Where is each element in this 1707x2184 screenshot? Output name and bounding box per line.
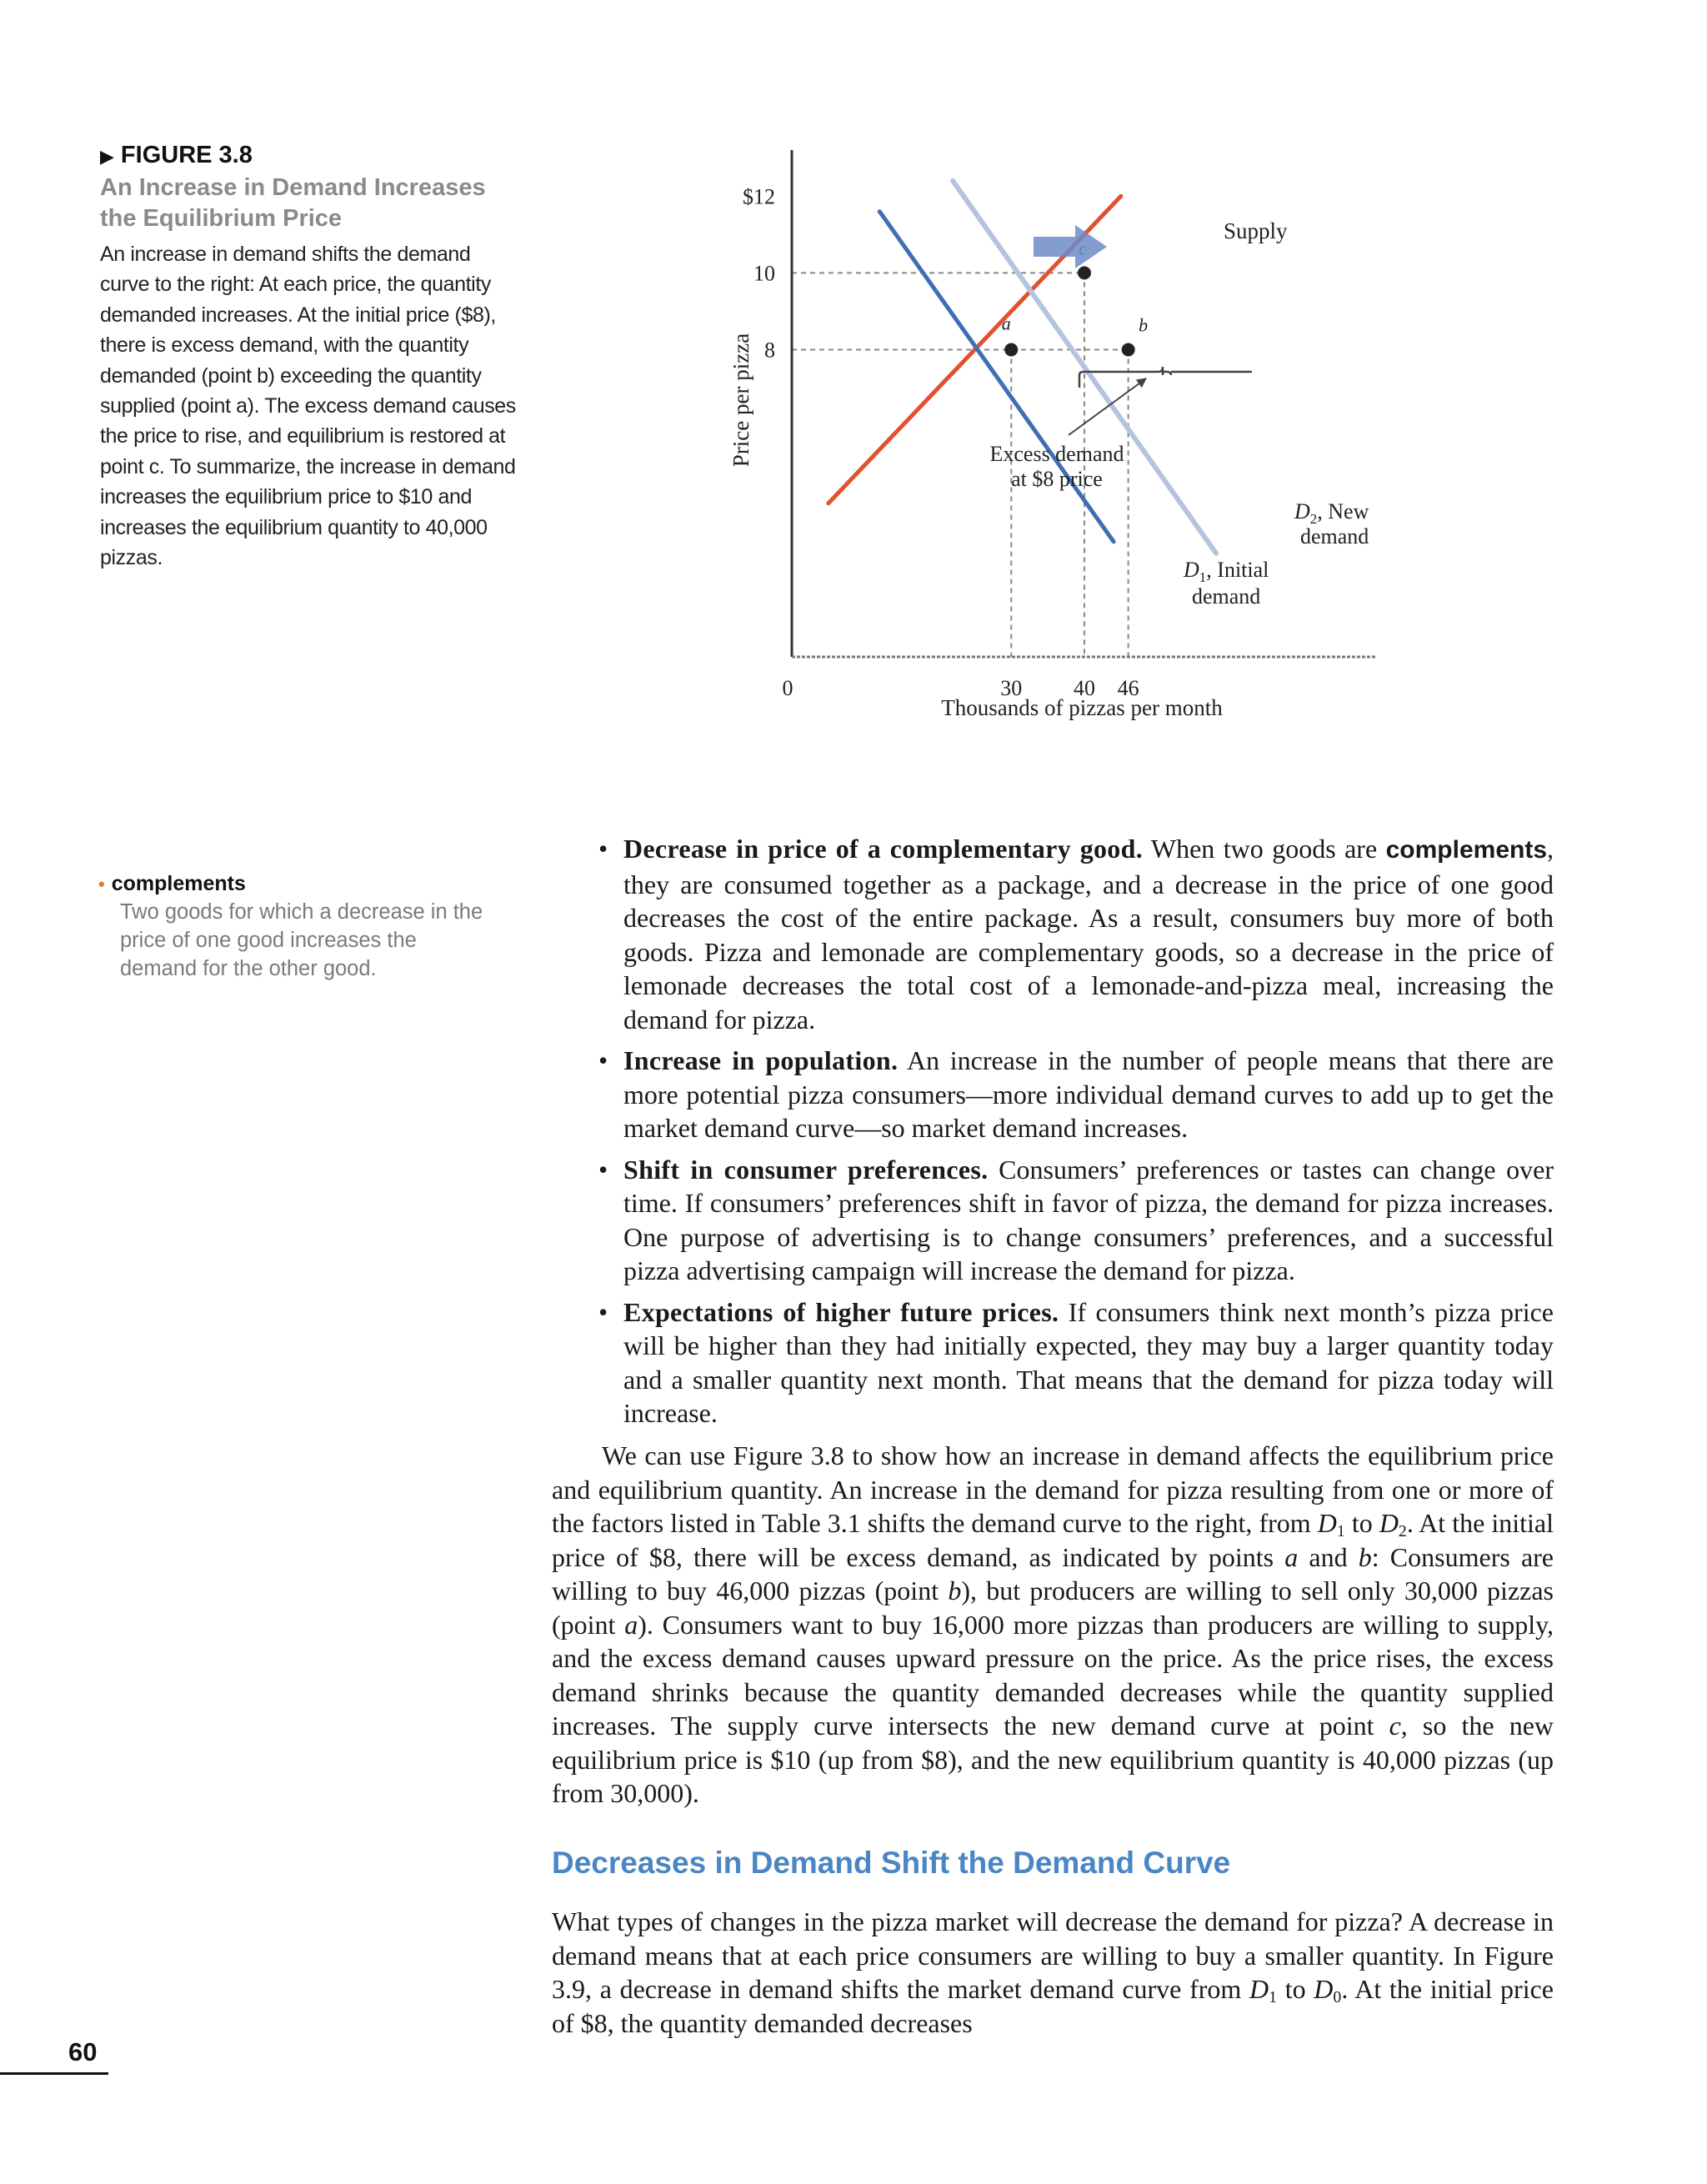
list-item xyxy=(598,832,1554,1036)
triangle-marker-icon: ▶ xyxy=(100,146,114,167)
text-run: b xyxy=(948,1575,962,1605)
bullet-heading: Increase in population. xyxy=(623,1045,899,1075)
shift-right-arrow-icon xyxy=(1034,225,1107,268)
text-run: . At the initial price of $8, there will be excess demand, as indicated by points xyxy=(552,1508,1554,1572)
page-number-text: 60 xyxy=(68,2037,98,2066)
y-tick-label: 8 xyxy=(764,338,775,363)
x-tick-label: 46 xyxy=(1117,676,1139,700)
bullet-icon: • xyxy=(598,1154,608,1185)
page-number xyxy=(0,2036,108,2075)
text-run: c xyxy=(1389,1711,1401,1741)
glossary-bullet-icon: • xyxy=(98,874,105,894)
figure-caption xyxy=(100,142,517,573)
text-run: and xyxy=(1298,1541,1359,1572)
point-c xyxy=(1078,266,1091,279)
figure-label-text: FIGURE 3.8 xyxy=(120,142,253,168)
bullet-text: An increase in the number of people means that there are more potential pizza consumers—more individual demand curves to add up to get the market demand curve—so market demand increases. xyxy=(623,1045,1554,1143)
bullet-heading: Shift in consumer preferences. xyxy=(623,1154,989,1185)
supply-demand-chart xyxy=(683,133,1400,734)
subscript: 1 xyxy=(1336,1521,1345,1540)
text-run: to xyxy=(1277,1974,1314,2004)
text-run: b xyxy=(1358,1541,1372,1572)
point-label-a: a xyxy=(1001,313,1011,334)
text-run: : Consumers are willing to buy 46,000 pizzas (point xyxy=(552,1541,1554,1605)
subscript: 2 xyxy=(1398,1521,1407,1540)
bullet-icon: • xyxy=(598,834,608,864)
factor-list xyxy=(598,832,1554,1438)
bullet-text: If consumers think next month’s pizza price will be higher than they had initially expected, they may buy a larger quantity today and a smaller quantity next month. That means that the demand for pizza today will increase. xyxy=(623,1296,1554,1428)
text-run: We can use Figure 3.8 to show how an increase in demand affects the equilibrium price and equilibrium quantity. An increase in the demand for pizza resulting from one or more of the factors listed in Table 3.1 shifts the demand curve to the right, from xyxy=(552,1440,1554,1538)
d1-label-line2: demand xyxy=(1192,584,1261,609)
bullet-text: , they are consumed together as a package, and a decrease in the price of one good decreases the cost of the entire package. As a result, consumers buy more of both goods. Pizza and lemonade are complementary goods, so a decrease in the price of lemonade decreases the total cost of a lemonade-and-pizza meal, increasing the demand for pizza. xyxy=(623,834,1554,1034)
bullet-heading: Decrease in price of a complementary good. xyxy=(623,834,1144,864)
d1-label xyxy=(1183,558,1269,585)
key-term: complements xyxy=(1385,836,1548,864)
text-run: D xyxy=(1249,1974,1269,2004)
list-item xyxy=(598,1295,1554,1430)
d1-label-rest: , Initial xyxy=(1206,558,1269,582)
excess-demand-label-2: at $8 price xyxy=(1011,467,1103,491)
text-run: D xyxy=(1314,1974,1334,2004)
figure-label xyxy=(100,142,517,169)
y-tick-label: 10 xyxy=(753,261,775,286)
d2-label-line2: demand xyxy=(1300,524,1369,549)
curves xyxy=(828,181,1216,554)
glossary-entry xyxy=(98,872,498,983)
list-item xyxy=(598,1153,1554,1288)
supply-label: Supply xyxy=(1224,218,1288,243)
text-run: . At the initial price of $8, the quantity demanded decreases xyxy=(552,1974,1554,2038)
section-heading: Decreases in Demand Shift the Demand Curve xyxy=(552,1846,1231,1880)
d1-label-sub: 1 xyxy=(1199,569,1207,585)
x-tick-label: 40 xyxy=(1074,676,1095,700)
subscript: 1 xyxy=(1269,1987,1277,2006)
point-label-b: b xyxy=(1139,314,1149,336)
d2-label-rest: , New xyxy=(1317,499,1369,523)
y-axis-title: Price per pizza xyxy=(728,333,753,468)
point-a xyxy=(1004,343,1018,357)
figure-caption-text: An increase in demand shifts the demand curve to the right: At each price, the quantity demanded increases. At the initial price ($8), there is excess demand, with the quantity demanded (point b) exceeding the quantity supplied (point a). The excess demand causes the price to rise, and equilibrium is restored at point c. To summarize, the increase in demand increases the equilibrium price to $10 and increases the equilibrium quantity to 40,000 pizzas. xyxy=(100,243,516,570)
text-run: D xyxy=(1379,1508,1399,1538)
list-item xyxy=(598,1044,1554,1145)
d2-label-sub: 2 xyxy=(1309,511,1318,527)
text-run: to xyxy=(1344,1508,1379,1538)
bullet-text: Consumers’ preferences or tastes can change over time. If consumers’ preferences shift in favor of pizza, the demand for pizza increases. One purpose of advertising is to change consumers’ preferences, and a successful pizza advertising campaign will increase the demand for pizza. xyxy=(623,1154,1554,1285)
glossary-term xyxy=(98,872,498,896)
bullet-text: When two goods are xyxy=(1143,834,1386,864)
text-run: ), but producers are willing to sell only 30,000 pizzas (point xyxy=(552,1575,1554,1640)
glossary-definition: Two goods for which a decrease in the price of one good increases the demand for the other good. xyxy=(120,900,483,980)
x-tick-label: 0 xyxy=(782,676,793,700)
text-run: a xyxy=(1284,1541,1299,1572)
d1-label-d: D xyxy=(1184,558,1199,582)
d2-label xyxy=(1294,499,1369,527)
subscript: 0 xyxy=(1333,1987,1342,2006)
point-b xyxy=(1122,343,1135,357)
excess-demand-label-1: Excess demand xyxy=(989,442,1124,466)
body-paragraph xyxy=(552,1439,1554,1811)
x-axis-title: Thousands of pizzas per month xyxy=(941,695,1223,720)
text-run: What types of changes in the pizza market will decrease the demand for pizza? A decrease in demand means that at each price consumers are willing to buy a smaller quantity. In Figure 3.9, a decrease in demand shifts the market demand curve from xyxy=(552,1906,1554,2004)
text-run: , so the new equilibrium price is $10 (up from $8), and the new equilibrium quantity is 40,000 pizzas (up from 30,000). xyxy=(552,1711,1554,1808)
bullet-heading: Expectations of higher future prices. xyxy=(623,1296,1059,1327)
text-run: a xyxy=(624,1609,638,1640)
text-run: ). Consumers want to buy 16,000 more pizzas than producers are willing to supply, and the excess demand causes upward pressure on the price. As the price rises, the excess demand shrinks because the quantity demanded decreases while the quantity supplied increases. The supply curve intersects the new demand curve at point xyxy=(552,1609,1554,1741)
figure-title: An Increase in Demand Increases the Equilibrium Price xyxy=(100,174,486,232)
body-paragraph xyxy=(552,1905,1554,2040)
d2-label-d: D xyxy=(1294,499,1310,523)
text-run: D xyxy=(1317,1508,1337,1538)
bullet-icon: • xyxy=(598,1045,608,1075)
bullet-icon: • xyxy=(598,1296,608,1327)
y-tick-label: $12 xyxy=(743,184,775,209)
excess-demand-bracket xyxy=(1079,367,1252,388)
glossary-term-text: complements xyxy=(111,872,246,895)
x-tick-label: 30 xyxy=(1000,676,1023,700)
